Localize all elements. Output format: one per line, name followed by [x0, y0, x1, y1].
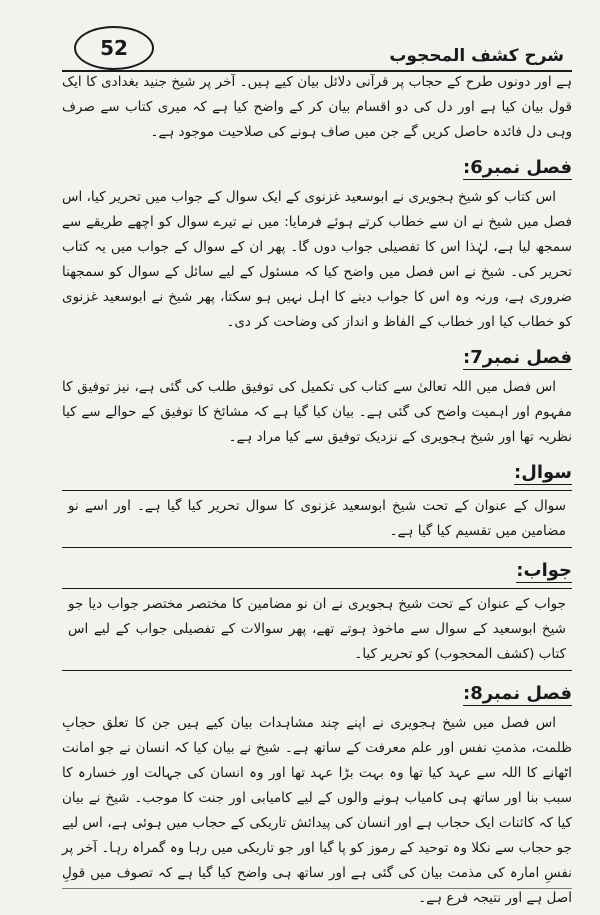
book-title: شرح کشف المحجوب [389, 46, 564, 66]
section-text-8: اس فصل میں شیخ ہجویری نے اپنے چند مشاہدات بیان کیے ہیں جن کا تعلق حجابِ ظلمت، مذمتِ نفس اور علم معرفت کے ساتھ ہے۔ شیخ نے بیان کیا کہ انسان نے جو امانت اٹھانے کا اللہ سے عہد کیا تھا وہ بہت بڑا عہد تھا اور وہ انسان کی جہالت اور خسارہ کا سبب بنا اور ساتھ ہی کامیاب ہونے والوں کے لیے کامیابی اور جنت کا موجب۔ شیخ نے بیان کیا کہ کائنات ایک حجاب ہے اور انسان کی پیدائش تاریکی کے حجاب میں ہوئی ہے، اس لیے جو حجاب سے نکلا وہ توحید کے رموز کو پا گیا اور جو تاریکی میں رہا وہ گمراہ رہا۔ آخر پر نفسِ امارہ کی مذمت بیان کی گئی ہے اور ساتھ ہی واضح کیا گیا ہے کہ تصوف میں قولِ اصل ہے اور نتیجہ فرع ہے۔ [62, 715, 572, 906]
question-box [62, 490, 572, 548]
question-heading-text: سوال: [514, 462, 572, 483]
section-heading-7-text: فصل نمبر7: [463, 347, 572, 368]
section-heading-8 [62, 681, 572, 707]
intro-paragraph: ہے اور دونوں طرح کے حجاب پر قرآنی دلائل بیان کیے ہیں۔ آخر پر شیخ جنید بغدادی کا ایک قول بیان کیا ہے اور دل کی دو اقسام بیان کر کے واضح کیا ہے کہ میری کتاب سے صرف وہی دل فائدہ حاصل کریں گے جن میں صاف ہونے کی صلاحیت موجود ہے۔ [62, 74, 572, 140]
answer-box [62, 588, 572, 671]
question-heading [62, 460, 572, 486]
answer-text: جواب کے عنوان کے تحت شیخ ہجویری نے ان نو مضامین کا مختصر مختصر جواب دیا جو شیخ ابوسعید کے سوال سے ماخوذ ہوتے تھے، پھر سوالات کے تفصیلی جواب کے لیے اس کتاب (کشف المحجوب) کو تحریر کیا۔ [68, 596, 566, 662]
section-heading-6-text: فصل نمبر6: [463, 157, 572, 178]
page-content [62, 70, 572, 911]
page-number: 52 [74, 26, 154, 70]
section-text-6: اس کتاب کو شیخ ہجویری نے ابوسعید غزنوی کے ایک سوال کے جواب میں تحریر کیا، اس فصل میں شیخ نے ان سے خطاب کرتے ہوئے فرمایا: میں نے تیرے سوال کو اچھے طریقے سے سمجھ لیا ہے، لہٰذا اس کا تفصیلی جواب دوں گا۔ پھر ان کے سوال کے جواب میں یہ کتاب تحریر کی۔ شیخ نے اس فصل میں واضح کیا کہ مسئول کے لیے سائل کے سوال کو سمجھنا ضروری ہے، ورنہ وہ اس کا جواب دینے کا اہل نہیں ہو سکتا، پھر شیخ نے ابوسعید غزنوی کو خطاب کیا اور خطاب کے الفاظ و انداز کی وضاحت کر دی۔ [62, 189, 572, 330]
answer-heading [62, 558, 572, 584]
question-text: سوال کے عنوان کے تحت شیخ ابوسعید غزنوی کا سوال تحریر کیا گیا ہے۔ اور اسے نو مضامین میں تقسیم کیا گیا ہے۔ [68, 498, 566, 539]
section-text-7: اس فصل میں اللہ تعالیٰ سے کتاب کی تکمیل کی توفیق طلب کی گئی ہے، نیز توفیق کا مفہوم اور اہمیت واضح کی گئی ہے۔ بیان کیا گیا ہے کہ مشائخ کا توفیق کے حوالے سے کیا نظریہ تھا اور شیخ ہجویری کے نزدیک توفیق سے کیا مراد ہے۔ [62, 379, 572, 445]
footer-rule [62, 888, 572, 889]
section-heading-8-text: فصل نمبر8: [463, 683, 572, 704]
section-heading-7 [62, 345, 572, 371]
answer-heading-text: جواب: [516, 560, 572, 581]
section-heading-6 [62, 155, 572, 181]
